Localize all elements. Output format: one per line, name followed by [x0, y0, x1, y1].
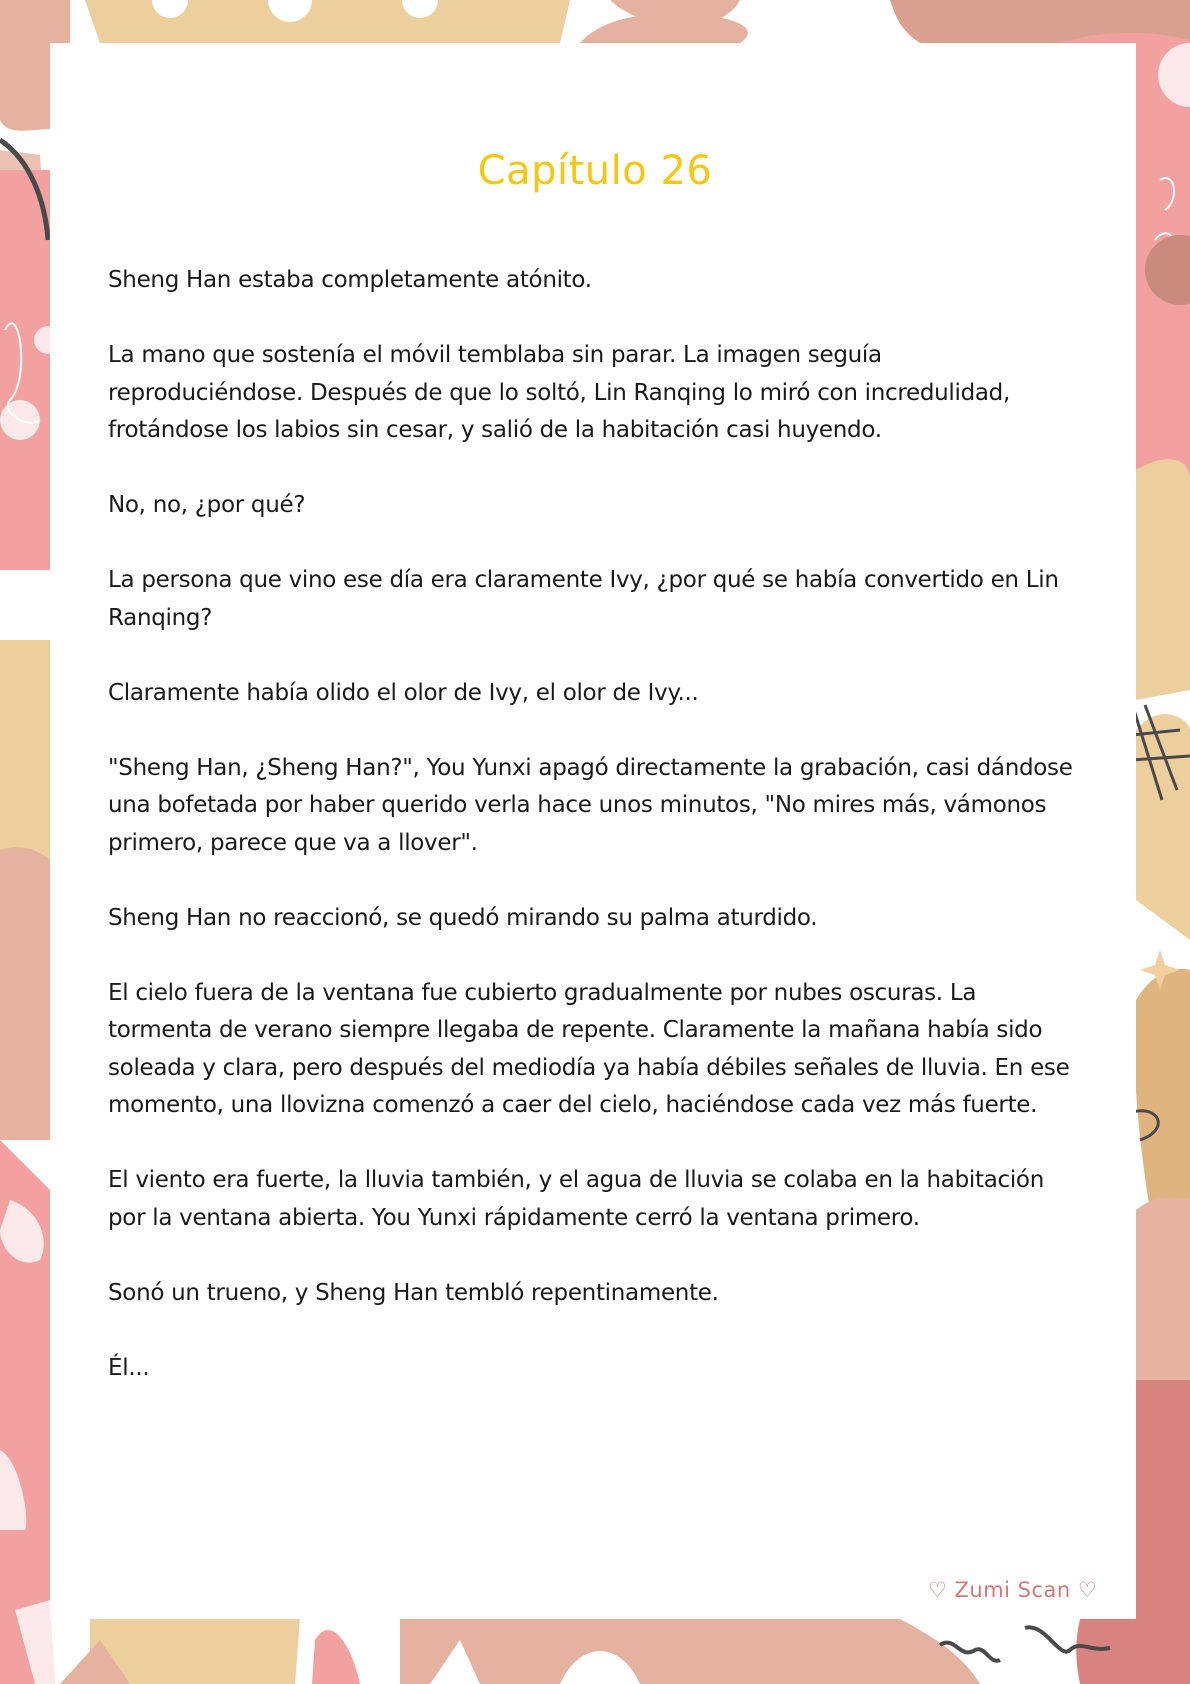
paragraph: La persona que vino ese día era claramente Ivy, ¿por qué se había convertido en Lin Ranqing? [108, 567, 1059, 631]
paragraph: Sonó un trueno, y Sheng Han tembló repentinamente. [108, 1279, 719, 1306]
scanlation-credit: ♡ Zumi Scan ♡ [928, 1578, 1098, 1602]
chapter-title: Capítulo 26 [477, 148, 713, 194]
paragraph: Sheng Han estaba completamente atónito. [108, 267, 592, 293]
paragraph: El cielo fuera de la ventana fue cubierto gradualmente por nubes oscuras. La tormenta de verano siempre llegaba de repente. Claramente la mañana había sido soleada y clara, pero después del mediodía ya había débiles señales de lluvia. En ese momento, una llovizna comenzó a caer del cielo, haciéndose cada vez más fuerte. [108, 979, 1070, 1118]
paragraph: El viento era fuerte, la lluvia también, y el agua de lluvia se colaba en la habitación por la ventana abierta. You Yunxi rápidamente cerró la ventana primero. [108, 1167, 1044, 1231]
chapter-body [108, 262, 1078, 1425]
paragraph: Sheng Han no reaccionó, se quedó mirando su palma aturdido. [108, 904, 818, 931]
paragraph: Él... [108, 1354, 150, 1381]
paragraph: Claramente había olido el olor de Ivy, el olor de Ivy... [108, 679, 699, 706]
paragraph: "Sheng Han, ¿Sheng Han?", You Yunxi apagó directamente la grabación, casi dándose una bofetada por haber querido verla hace unos minutos, "No mires más, vámonos primero, parece que va a llover". [108, 754, 1073, 856]
paragraph: No, no, ¿por qué? [108, 492, 306, 518]
paragraph: La mano que sostenía el móvil temblaba sin parar. La imagen seguía reproduciéndose. Después de que lo soltó, Lin Ranqing lo miró con incredulidad, frotándose los labios sin cesar, y salió de la habitación casi huyendo. [108, 342, 1010, 443]
